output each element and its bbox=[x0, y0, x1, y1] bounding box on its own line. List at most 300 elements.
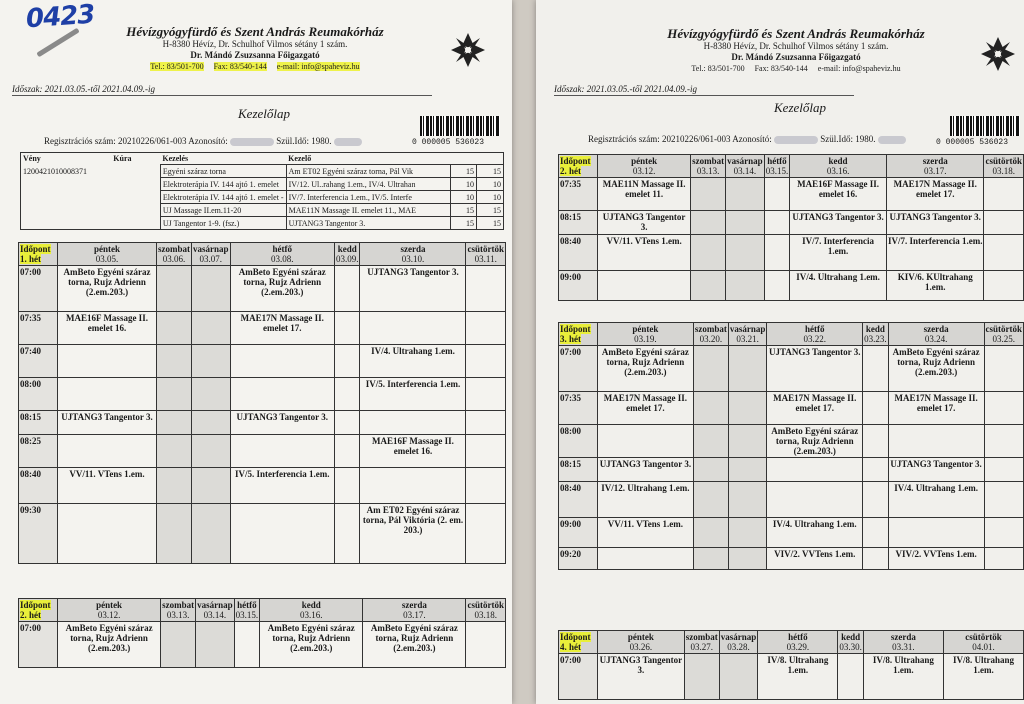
appointment-cell bbox=[466, 345, 506, 378]
period-right: Időszak: 2021.03.05.-től 2021.04.09.-ig bbox=[554, 84, 854, 96]
tel: Tel.: 83/501-700 bbox=[150, 62, 204, 71]
treatments-column-header: Kezelés bbox=[162, 154, 189, 163]
hospital-logo-icon bbox=[978, 34, 1018, 74]
appointment-cell bbox=[764, 211, 790, 235]
schedule-row bbox=[559, 425, 1024, 458]
appointment-cell: AmBeto Egyéni száraz torna, Rujz Adrienn (2.em.203.) bbox=[230, 266, 334, 312]
appointment-cell: Am ET02 Egyéni száraz torna, Pál Viktória (2. em. 203.) bbox=[360, 504, 466, 564]
appointment-cell bbox=[984, 482, 1024, 518]
week-label: Időpont 4. hét bbox=[559, 631, 598, 654]
address: H-8380 Hévíz, Dr. Schulhof Vilmos sétány 1 szám. bbox=[162, 39, 348, 49]
day-header: csütörtök 03.18. bbox=[985, 156, 1022, 176]
appointment-cell bbox=[984, 392, 1024, 425]
appointment-cell bbox=[334, 266, 360, 312]
appointment-cell bbox=[156, 435, 191, 468]
treatment-row bbox=[21, 217, 504, 230]
day-header: szerda 03.10. bbox=[360, 243, 466, 266]
appointment-cell bbox=[334, 435, 360, 468]
treatment-cell bbox=[111, 204, 160, 217]
appointment-cell bbox=[984, 235, 1024, 271]
appointment-cell bbox=[360, 468, 466, 504]
time-cell: 07:00 bbox=[19, 266, 58, 312]
treatment-cell: 15 bbox=[450, 204, 477, 217]
treatment-row bbox=[21, 204, 504, 217]
treatments-column-header bbox=[450, 153, 477, 165]
day-header: szerda 03.24. bbox=[888, 323, 984, 346]
treatment-cell bbox=[21, 191, 112, 204]
schedule-row bbox=[19, 468, 506, 504]
schedule-row bbox=[559, 654, 1024, 700]
week-label: Időpont 2. hét bbox=[559, 155, 598, 178]
day-header: csütörtök 03.11. bbox=[467, 244, 504, 264]
week-label: Időpont 3. hét bbox=[559, 323, 598, 346]
time-cell: 08:15 bbox=[19, 411, 58, 435]
schedule-row bbox=[19, 345, 506, 378]
appointment-cell bbox=[863, 392, 889, 425]
day-header: vasárnap 03.21. bbox=[729, 324, 766, 344]
appointment-cell bbox=[691, 271, 726, 301]
time-cell: 08:25 bbox=[19, 435, 58, 468]
time-cell: 08:00 bbox=[559, 425, 598, 458]
appointment-cell: UJTANG3 Tangentor 3. bbox=[888, 458, 984, 482]
day-header: péntek 03.12. bbox=[58, 599, 161, 622]
barcode-right bbox=[950, 116, 1020, 136]
appointment-cell bbox=[230, 378, 334, 411]
schedule-row bbox=[559, 392, 1024, 425]
time-cell: 08:15 bbox=[559, 211, 598, 235]
appointment-cell: MAE17N Massage II. emelet 17. bbox=[767, 392, 863, 425]
schedule-row bbox=[19, 266, 506, 312]
appointment-cell bbox=[719, 654, 758, 700]
appointment-cell bbox=[230, 435, 334, 468]
treatments-column-header: Kezelő bbox=[288, 154, 312, 163]
appointment-cell bbox=[984, 425, 1024, 458]
appointment-cell: IV/12. Ultrahang 1.em. bbox=[598, 482, 694, 518]
week-header-row bbox=[559, 155, 1024, 178]
schedule-row bbox=[19, 622, 506, 668]
appointment-cell bbox=[334, 312, 360, 345]
institution-header bbox=[90, 24, 420, 72]
day-header: kedd 03.09. bbox=[335, 244, 359, 264]
day-header: szerda 03.31. bbox=[863, 631, 943, 654]
week-label: Időpont 1. hét bbox=[19, 243, 58, 266]
appointment-cell bbox=[58, 378, 157, 411]
appointment-cell: VV/11. VTens 1.em. bbox=[598, 518, 694, 548]
appointment-cell bbox=[334, 411, 360, 435]
treatment-cell: Elektroterápia IV. 144 ajtó 1. emelet bbox=[160, 178, 286, 191]
institution-header-right: Hévízgyógyfürdő és Szent András Reumakórház H-8380 Hévíz, Dr. Schulhof Vilmos sétány 1 szám. Dr. Mándó Zsuzsanna Főigazgató Tel.: 83/501-700 Fax: 83/540-144 e-mail: info@spaheviz.hu bbox=[667, 26, 925, 73]
time-cell: 07:35 bbox=[19, 312, 58, 345]
treatment-row bbox=[21, 191, 504, 204]
treatment-cell: UJ Tangentor 1-9. (fsz.) bbox=[160, 217, 286, 230]
contact-line bbox=[90, 61, 420, 72]
treatments-table bbox=[20, 152, 504, 230]
appointment-cell bbox=[728, 548, 767, 570]
appointment-cell: IV/7. Interferencia 1.em. bbox=[790, 235, 887, 271]
time-cell: 07:40 bbox=[19, 345, 58, 378]
day-header: vasárnap 03.28. bbox=[720, 632, 757, 652]
treatment-cell bbox=[111, 217, 160, 230]
appointment-cell bbox=[230, 504, 334, 564]
redacted-dob bbox=[334, 138, 362, 146]
time-cell: 08:15 bbox=[559, 458, 598, 482]
day-header: hétfő 03.15. bbox=[235, 600, 259, 620]
appointment-cell bbox=[156, 504, 191, 564]
day-header: vasárnap 03.14. bbox=[197, 600, 233, 620]
appointment-cell bbox=[863, 482, 889, 518]
appointment-cell: UJTANG3 Tangentor 3. bbox=[767, 346, 863, 392]
appointment-cell bbox=[984, 346, 1024, 392]
appointment-cell: AmBeto Egyéni száraz torna, Rujz Adrienn (2.em.203.) bbox=[767, 425, 863, 458]
appointment-cell bbox=[334, 468, 360, 504]
appointment-cell: UJTANG3 Tangentor 3. bbox=[790, 211, 887, 235]
appointment-cell: IV/5. Interferencia 1.em. bbox=[360, 378, 466, 411]
day-header: hétfő 03.29. bbox=[758, 631, 838, 654]
treatment-cell: UJTANG3 Tangentor 3. bbox=[286, 217, 450, 230]
day-header: kedd 03.16. bbox=[260, 599, 363, 622]
appointment-cell bbox=[726, 235, 765, 271]
time-cell: 08:40 bbox=[19, 468, 58, 504]
appointment-cell bbox=[984, 548, 1024, 570]
appointment-cell bbox=[196, 622, 235, 668]
treatment-cell: UJ Massage II.em.11-20 bbox=[160, 204, 286, 217]
time-cell: 08:40 bbox=[559, 235, 598, 271]
appointment-cell bbox=[466, 504, 506, 564]
week-header-row bbox=[19, 243, 506, 266]
week-header-row bbox=[559, 323, 1024, 346]
appointment-cell bbox=[726, 178, 765, 211]
appointment-cell: MAE17N Massage II. emelet 17. bbox=[888, 392, 984, 425]
director: Dr. Mándó Zsuzsanna Főigazgató bbox=[190, 50, 320, 60]
appointment-cell bbox=[598, 548, 694, 570]
treatment-cell: 10 bbox=[450, 178, 477, 191]
appointment-cell bbox=[728, 392, 767, 425]
schedule-row bbox=[559, 271, 1024, 301]
appointment-cell bbox=[693, 518, 728, 548]
schedule-row bbox=[19, 411, 506, 435]
email[interactable]: e-mail: info@spaheviz.hu bbox=[276, 62, 360, 71]
appointment-cell: KIV/6. KUltrahang 1.em. bbox=[886, 271, 984, 301]
schedule-row bbox=[559, 178, 1024, 211]
day-header: szerda 03.17. bbox=[363, 599, 466, 622]
day-header: szombat 03.20. bbox=[694, 324, 727, 344]
time-cell: 09:20 bbox=[559, 548, 598, 570]
appointment-cell: UJTANG3 Tangentor 3. bbox=[598, 211, 691, 235]
day-header: péntek 03.12. bbox=[598, 155, 691, 178]
appointment-cell: AmBeto Egyéni száraz torna, Rujz Adrienn (2.em.203.) bbox=[58, 266, 157, 312]
appointment-cell: MAE16F Massage II. emelet 16. bbox=[790, 178, 887, 211]
appointment-cell bbox=[191, 435, 230, 468]
week-header-row bbox=[19, 599, 506, 622]
registration-line-right: Regisztrációs szám: 20210226/061-003 Azonosító: Szül.Idő: 1980. bbox=[588, 134, 906, 144]
day-header: péntek 03.26. bbox=[598, 631, 685, 654]
day-header: szerda 03.17. bbox=[886, 155, 984, 178]
week-header-row bbox=[559, 631, 1024, 654]
week2-table-right bbox=[558, 154, 1024, 301]
day-header: szombat 03.13. bbox=[692, 156, 725, 176]
appointment-cell bbox=[156, 266, 191, 312]
handwritten-number: 0423 bbox=[25, 0, 96, 35]
appointment-cell: IV/8. Ultrahang 1.em. bbox=[758, 654, 838, 700]
appointment-cell bbox=[466, 411, 506, 435]
day-header: péntek 03.19. bbox=[598, 323, 694, 346]
schedule-row bbox=[559, 548, 1024, 570]
day-header: csütörtök 03.18. bbox=[467, 600, 504, 620]
registration-line: Regisztrációs szám: 20210226/061-003 Azonosító: Szül.Idő: 1980. bbox=[44, 136, 362, 146]
treatments-column-header bbox=[477, 153, 504, 165]
schedule-row bbox=[19, 312, 506, 345]
appointment-cell: MAE17N Massage II. emelet 17. bbox=[598, 392, 694, 425]
day-header: vasárnap 03.07. bbox=[192, 244, 229, 264]
day-header: hétfő 03.22. bbox=[767, 323, 863, 346]
treatments-column-header: Vény bbox=[23, 154, 41, 164]
appointment-cell bbox=[598, 271, 691, 301]
week3-table bbox=[558, 322, 1024, 570]
dob-year: 1980. bbox=[311, 136, 332, 146]
appointment-cell bbox=[726, 211, 765, 235]
appointment-cell: IV/4. Ultrahang 1.em. bbox=[790, 271, 887, 301]
appointment-cell: MAE16F Massage II. emelet 16. bbox=[58, 312, 157, 345]
day-header: péntek 03.05. bbox=[58, 243, 157, 266]
treatment-cell: Elektroterápia IV. 144 ajtó 1. emelet - bbox=[160, 191, 286, 204]
appointment-cell: IV/4. Ultrahang 1.em. bbox=[360, 345, 466, 378]
treatments-column-header: Kúra bbox=[113, 154, 132, 164]
treatment-cell: IV/7. Interferencia 1.em., IV/5. Interfe bbox=[286, 191, 450, 204]
appointment-cell: UJTANG3 Tangentor 3. bbox=[598, 654, 685, 700]
day-header: kedd 03.30. bbox=[839, 632, 862, 652]
appointment-cell bbox=[691, 235, 726, 271]
treatment-cell bbox=[21, 217, 112, 230]
time-cell: 09:30 bbox=[19, 504, 58, 564]
appointment-cell bbox=[58, 345, 157, 378]
appointment-cell bbox=[466, 468, 506, 504]
time-cell: 07:35 bbox=[559, 178, 598, 211]
schedule-row bbox=[559, 235, 1024, 271]
schedule-row bbox=[559, 458, 1024, 482]
appointment-cell bbox=[466, 312, 506, 345]
treatment-cell: Egyéni száraz torna bbox=[160, 165, 286, 178]
appointment-cell bbox=[598, 425, 694, 458]
appointment-cell bbox=[984, 271, 1024, 301]
appointment-cell bbox=[466, 622, 506, 668]
day-header: vasárnap 03.14. bbox=[727, 156, 763, 176]
appointment-cell bbox=[693, 458, 728, 482]
appointment-cell bbox=[191, 504, 230, 564]
appointment-cell bbox=[58, 435, 157, 468]
appointment-cell: VV/11. VTens 1.em. bbox=[58, 468, 157, 504]
treatment-cell: 10 bbox=[450, 191, 477, 204]
appointment-cell bbox=[691, 178, 726, 211]
schedule-row bbox=[559, 346, 1024, 392]
appointment-cell bbox=[693, 346, 728, 392]
appointment-cell bbox=[693, 425, 728, 458]
appointment-cell: IV/8. Ultrahang 1.em. bbox=[943, 654, 1023, 700]
period: Időszak: 2021.03.05.-től 2021.04.09.-ig bbox=[12, 84, 432, 96]
appointment-cell bbox=[728, 425, 767, 458]
treatment-cell: 1200421010008371 bbox=[23, 166, 87, 176]
day-header: csütörtök 03.25. bbox=[985, 324, 1022, 344]
appointment-cell bbox=[691, 211, 726, 235]
appointment-cell bbox=[360, 312, 466, 345]
appointment-cell bbox=[764, 178, 790, 211]
appointment-cell bbox=[728, 458, 767, 482]
schedule-row bbox=[559, 482, 1024, 518]
barcode bbox=[420, 116, 500, 136]
appointment-cell bbox=[191, 266, 230, 312]
appointment-cell: UJTANG3 Tangentor 3. bbox=[58, 411, 157, 435]
barcode-number: 0 000005 536023 bbox=[412, 138, 485, 147]
appointment-cell: AmBeto Egyéni száraz torna, Rujz Adrienn (2.em.203.) bbox=[598, 346, 694, 392]
appointment-cell bbox=[334, 504, 360, 564]
treatment-cell: 10 bbox=[477, 178, 504, 191]
appointment-cell bbox=[156, 345, 191, 378]
right-page: Hévízgyógyfürdő és Szent András Reumakórház H-8380 Hévíz, Dr. Schulhof Vilmos sétány 1 szám. Dr. Mándó Zsuzsanna Főigazgató Tel.: 83/501-700 Fax: 83/540-144 e-mail: info@spaheviz.hu Időszak: 2021.03.05.-től 2021.04.09.-ig Kezelőlap 0 000005 536023 Regisztrációs szám: 20210226/061-003 Azonosító: Szül.Idő: 1980. Időpont 2. hét péntek 03.12. szombat 03.13. vasárnap 03.14. hétfő 03.15. kedd 03.16. szerda 03.17. csütörtök 03.18. 07:35 MAE11N Massage II. emelet 11. MAE16F Massage II. emelet 16. MAE17N Massage II. emelet 17. 08:15 UJTANG3 Tangentor 3. UJTANG3 Tangentor 3. UJTANG3 Tangentor 3. 08:40 VV/11. VTens 1.em. IV/7. Interferencia 1.em. IV/7. Interferencia 1.em. 09:00 IV/4. Ultrahang 1.em. KIV/6. KUltrahang 1.em. Időpont 3. hét péntek 03.19. szombat 03.20. vasárnap 03.21. hétfő 03.22. kedd 03.23. szerda 03.24. csütörtök 03.25. 07:00 AmBeto Egyéni száraz torna, Rujz Adrienn (2.em.203.) UJTANG3 Tangentor 3. AmBeto Egyéni száraz torna, Rujz Adrienn (2.em.203.) 07:35 MAE17N Massage II. emelet 17. MAE17N Massage II. emelet 17. MAE17N Massage II. emelet 17. 08:00 AmBeto Egyéni száraz torna, Rujz Adrienn (2.em.203.) 08:15 UJTANG3 Tangentor 3. UJTANG3 Tangentor 3. 08:40 IV/12. Ultrahang 1.em. IV/4. Ultrahang 1.em. 09:00 VV/11. VTens 1.em. IV/4. Ultrahang 1.em. 09:20 VIV/2. VVTens 1.em. VIV/2. VVTens 1.em. Időpont 4. hét péntek 03.26. szombat 03.27. vasárnap 03.28. hétfő 03.29. kedd 03.30. szerda 03.31. csütörtök 04.01. 07:00 UJTANG3 Tangentor 3. IV/8. Ultrahang 1.em. IV/8. Ultrahang 1.em. IV/8. Ultrahang 1.em. bbox=[536, 0, 1024, 704]
schedule-row bbox=[19, 504, 506, 564]
appointment-cell bbox=[191, 468, 230, 504]
treatments-header bbox=[21, 153, 504, 165]
time-cell: 07:00 bbox=[19, 622, 58, 668]
time-cell: 07:00 bbox=[559, 346, 598, 392]
appointment-cell bbox=[191, 411, 230, 435]
schedule-row bbox=[559, 211, 1024, 235]
appointment-cell: AmBeto Egyéni száraz torna, Rujz Adrienn (2.em.203.) bbox=[58, 622, 161, 668]
appointment-cell bbox=[767, 458, 863, 482]
appointment-cell bbox=[863, 458, 889, 482]
time-cell: 07:35 bbox=[559, 392, 598, 425]
appointment-cell bbox=[863, 548, 889, 570]
appointment-cell bbox=[728, 518, 767, 548]
appointment-cell bbox=[230, 345, 334, 378]
treatment-cell: Am ET02 Egyéni száraz torna, Pál Vik bbox=[286, 165, 450, 178]
appointment-cell bbox=[360, 411, 466, 435]
appointment-cell bbox=[191, 378, 230, 411]
form-title: Kezelőlap bbox=[238, 106, 290, 121]
appointment-cell: AmBeto Egyéni száraz torna, Rujz Adrienn (2.em.203.) bbox=[888, 346, 984, 392]
appointment-cell bbox=[984, 211, 1024, 235]
schedule-row bbox=[19, 378, 506, 411]
appointment-cell: VIV/2. VVTens 1.em. bbox=[767, 548, 863, 570]
appointment-cell bbox=[156, 468, 191, 504]
day-header: csütörtök 04.01. bbox=[943, 631, 1023, 654]
treatment-cell: IV/12. Ul..rahang 1.em., IV/4. Ultrahan bbox=[286, 178, 450, 191]
appointment-cell bbox=[728, 482, 767, 518]
appointment-cell bbox=[156, 411, 191, 435]
treatment-cell: 10 bbox=[477, 191, 504, 204]
appointment-cell: IV/4. Ultrahang 1.em. bbox=[888, 482, 984, 518]
form-title-right: Kezelőlap bbox=[774, 100, 826, 115]
appointment-cell bbox=[764, 271, 790, 301]
appointment-cell bbox=[191, 345, 230, 378]
day-header: kedd 03.23. bbox=[864, 324, 887, 344]
treatment-cell bbox=[21, 178, 112, 191]
hospital-logo-icon bbox=[448, 30, 488, 70]
appointment-cell: IV/7. Interferencia 1.em. bbox=[886, 235, 984, 271]
appointment-cell bbox=[334, 345, 360, 378]
day-header: szombat 03.13. bbox=[162, 600, 195, 620]
appointment-cell bbox=[466, 378, 506, 411]
day-header: hétfő 03.08. bbox=[230, 243, 334, 266]
appointment-cell bbox=[156, 378, 191, 411]
appointment-cell bbox=[726, 271, 765, 301]
appointment-cell: MAE11N Massage II. emelet 11. bbox=[598, 178, 691, 211]
appointment-cell: UJTANG3 Tangentor 3. bbox=[598, 458, 694, 482]
institution-name: Hévízgyógyfürdő és Szent András Reumakórház bbox=[126, 24, 384, 39]
appointment-cell bbox=[466, 435, 506, 468]
appointment-cell: IV/8. Ultrahang 1.em. bbox=[863, 654, 943, 700]
appointment-cell bbox=[466, 266, 506, 312]
treatment-row bbox=[21, 178, 504, 191]
appointment-cell: UJTANG3 Tangentor 3. bbox=[360, 266, 466, 312]
appointment-cell bbox=[693, 482, 728, 518]
appointment-cell bbox=[888, 518, 984, 548]
appointment-cell bbox=[767, 482, 863, 518]
treatment-cell bbox=[111, 178, 160, 191]
week4-table bbox=[558, 630, 1024, 700]
treatment-cell bbox=[21, 204, 112, 217]
appointment-cell bbox=[863, 346, 889, 392]
treatment-cell: 15 bbox=[450, 217, 477, 230]
appointment-cell: MAE17N Massage II. emelet 17. bbox=[230, 312, 334, 345]
appointment-cell bbox=[684, 654, 719, 700]
appointment-cell: MAE17N Massage II. emelet 17. bbox=[886, 178, 984, 211]
redacted-id bbox=[230, 138, 274, 146]
registration-number: 20210226/061-003 bbox=[117, 136, 187, 146]
appointment-cell bbox=[984, 178, 1024, 211]
day-header: hétfő 03.15. bbox=[765, 156, 789, 176]
appointment-cell bbox=[693, 392, 728, 425]
treatment-cell: MAE11N Massage II. emelet 11., MAE bbox=[286, 204, 450, 217]
appointment-cell bbox=[838, 654, 864, 700]
treatment-row bbox=[21, 165, 504, 178]
appointment-cell bbox=[58, 504, 157, 564]
week2-table-left bbox=[18, 598, 506, 668]
treatment-cell: 15 bbox=[450, 165, 477, 178]
time-cell: 08:40 bbox=[559, 482, 598, 518]
week1-table bbox=[18, 242, 506, 564]
schedule-row bbox=[559, 518, 1024, 548]
time-cell: 08:00 bbox=[19, 378, 58, 411]
appointment-cell bbox=[984, 458, 1024, 482]
day-header: szombat 03.06. bbox=[157, 244, 190, 264]
appointment-cell: VIV/2. VVTens 1.em. bbox=[888, 548, 984, 570]
treatment-cell bbox=[111, 165, 160, 178]
appointment-cell bbox=[984, 518, 1024, 548]
appointment-cell: MAE16F Massage II. emelet 16. bbox=[360, 435, 466, 468]
appointment-cell bbox=[693, 548, 728, 570]
appointment-cell bbox=[863, 518, 889, 548]
appointment-cell bbox=[764, 235, 790, 271]
fax: Fax: 83/540-144 bbox=[213, 62, 267, 71]
appointment-cell: AmBeto Egyéni száraz torna, Rujz Adrienn (2.em.203.) bbox=[260, 622, 363, 668]
appointment-cell bbox=[161, 622, 196, 668]
appointment-cell bbox=[156, 312, 191, 345]
appointment-cell bbox=[863, 425, 889, 458]
appointment-cell: IV/4. Ultrahang 1.em. bbox=[767, 518, 863, 548]
appointment-cell bbox=[234, 622, 260, 668]
day-header: szombat 03.27. bbox=[685, 632, 718, 652]
appointment-cell bbox=[888, 425, 984, 458]
appointment-cell: IV/5. Interferencia 1.em. bbox=[230, 468, 334, 504]
day-header: kedd 03.16. bbox=[790, 155, 887, 178]
appointment-cell bbox=[728, 346, 767, 392]
schedule-row bbox=[19, 435, 506, 468]
treatment-cell: 15 bbox=[477, 217, 504, 230]
time-cell: 07:00 bbox=[559, 654, 598, 700]
time-cell: 09:00 bbox=[559, 518, 598, 548]
appointment-cell bbox=[334, 378, 360, 411]
appointment-cell bbox=[191, 312, 230, 345]
treatment-cell: 15 bbox=[477, 204, 504, 217]
